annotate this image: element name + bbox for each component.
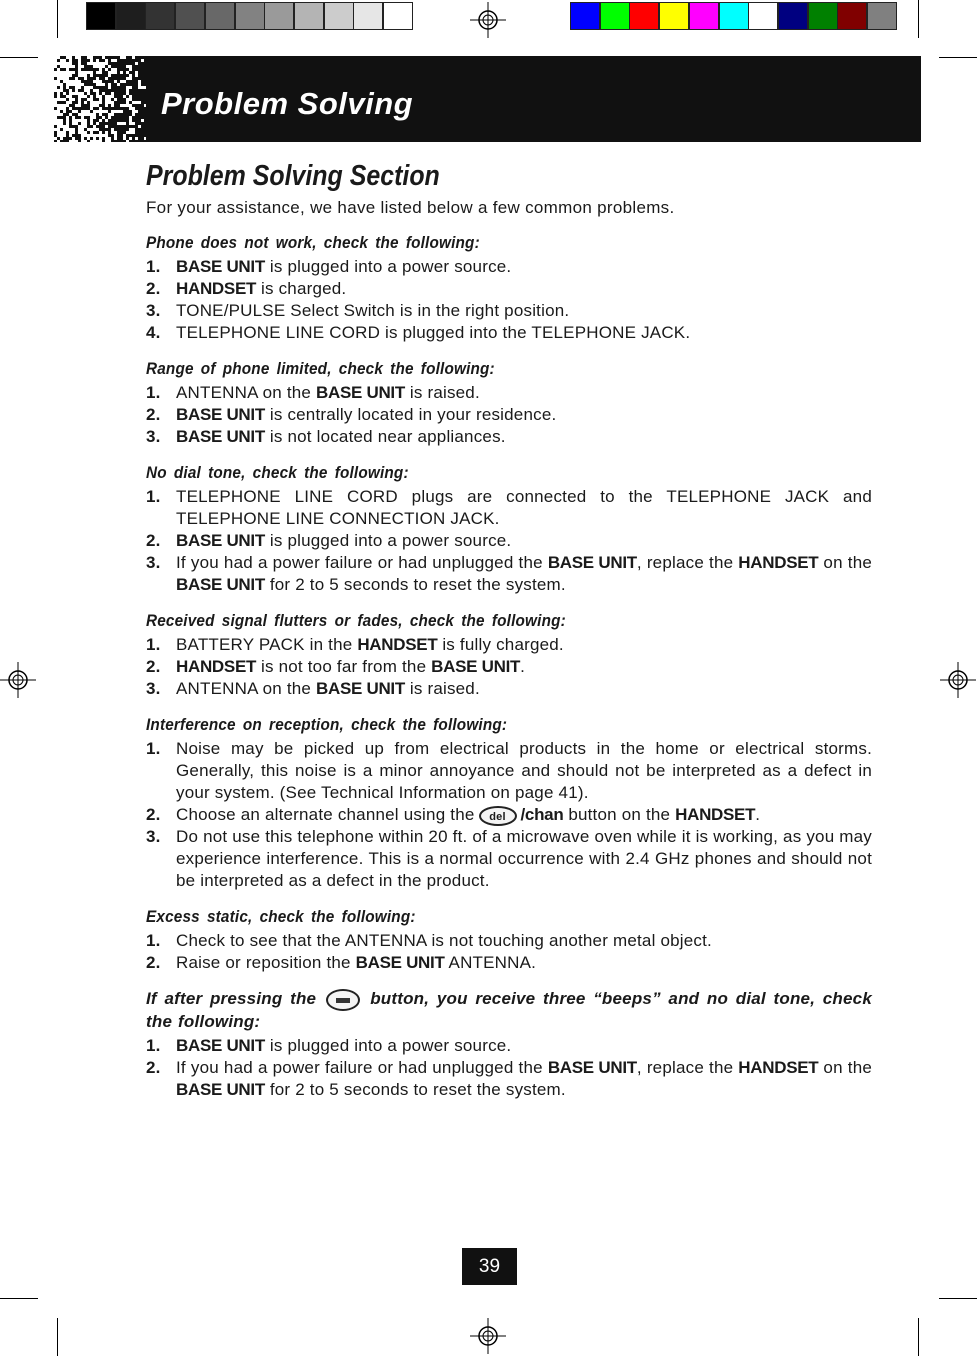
item-text: for 2 to 5 seconds to reset the system. — [264, 1079, 566, 1099]
item-number: 1. — [146, 931, 161, 950]
item-text: is raised. — [404, 383, 480, 402]
item-number: 2. — [146, 805, 161, 824]
item-number: 3. — [146, 301, 161, 320]
item-number: 2. — [146, 405, 161, 424]
problem-section-range-limited — [146, 358, 872, 448]
color-swatch — [659, 2, 689, 30]
term: BASE UNIT — [316, 679, 405, 698]
item-text: is plugged into a power source. — [264, 257, 512, 276]
crop-mark — [0, 57, 38, 58]
item-text: BATTERY PACK in the — [176, 635, 358, 654]
list-item — [146, 404, 872, 426]
term: BASE UNIT — [547, 553, 637, 572]
problem-list — [146, 232, 872, 1115]
item-text: button on the — [563, 805, 676, 824]
item-number: 1. — [146, 1035, 161, 1055]
list-item — [146, 1057, 872, 1101]
crop-mark — [918, 1318, 919, 1356]
item-text: is raised. — [404, 679, 480, 698]
intro-text: For your assistance, we have listed below a few common problems. — [146, 198, 675, 217]
grayscale-swatch — [145, 2, 175, 30]
item-text: is charged. — [256, 279, 347, 298]
item-number: 3. — [146, 827, 161, 846]
grayscale-swatch — [324, 2, 354, 30]
list-item — [146, 804, 872, 826]
item-text: Check to see that the ANTENNA is not touching another metal object. — [176, 931, 712, 950]
item-text: is fully charged. — [437, 635, 564, 654]
item-number: 3. — [146, 679, 161, 698]
list-item — [146, 552, 872, 596]
term: HANDSET — [357, 635, 438, 654]
item-text: is centrally located in your residence. — [264, 405, 557, 424]
grayscale-swatch — [264, 2, 294, 30]
term: BASE UNIT — [355, 953, 445, 972]
item-text: TELEPHONE LINE CORD is plugged into the TELEPHONE JACK. — [176, 323, 691, 342]
item-number: 2. — [146, 279, 161, 298]
item-text: , replace the — [636, 1057, 739, 1077]
grayscale-swatch — [116, 2, 146, 30]
list-item — [146, 930, 872, 952]
section-heading: Range of phone limited, check the following: — [146, 359, 495, 378]
term: BASE UNIT — [176, 1035, 265, 1055]
color-swatch — [600, 2, 630, 30]
list-item — [146, 1035, 872, 1057]
list-item — [146, 530, 872, 552]
item-text: ANTENNA on the — [176, 679, 317, 698]
section-heading-part: button, you receive three “beeps” and no dial tone, check the following: — [146, 989, 872, 1031]
term: BASE UNIT — [547, 1057, 637, 1077]
item-text: on the — [818, 553, 872, 572]
list-item — [146, 256, 872, 278]
section-heading: Interference on reception, check the following: — [146, 715, 508, 734]
page-number: 39 — [462, 1248, 517, 1285]
item-text: Do not use this telephone within 20 ft. of a microwave oven while it is working, as you may experience interference. This is a normal occurrence with 2.4 GHz phones and should not be interpreted as a defect in the product. — [176, 827, 872, 890]
item-text: is not too far from the — [256, 657, 432, 676]
grayscale-swatch — [235, 2, 265, 30]
list-item — [146, 738, 872, 804]
item-text: TONE/PULSE Select Switch is in the right position. — [176, 301, 570, 320]
del-key-icon: del — [479, 806, 517, 826]
list-item — [146, 634, 872, 656]
item-text: is plugged into a power source. — [264, 531, 512, 550]
item-text: . — [755, 805, 761, 824]
item-text: . — [520, 657, 526, 676]
term: BASE UNIT — [176, 427, 265, 446]
section-heading: Received signal flutters or fades, check the following: — [146, 611, 566, 630]
color-swatch — [719, 2, 749, 30]
list-item — [146, 486, 872, 530]
color-swatch — [808, 2, 838, 30]
item-number: 4. — [146, 323, 161, 342]
item-text: ANTENNA. — [444, 953, 537, 972]
item-text: ANTENNA on the — [176, 383, 317, 402]
item-number: 3. — [146, 553, 161, 572]
item-text: Noise may be picked up from electrical products in the home or electrical storms. Generally, this noise is a minor annoyance and should not be interpreted as a defect in your system. (See Technical Information on page 41). — [176, 739, 872, 802]
item-number: 1. — [146, 257, 161, 276]
registration-mark-icon — [468, 1318, 508, 1354]
item-number: 1. — [146, 739, 161, 758]
section-heading-part: If after pressing the — [146, 989, 317, 1008]
item-number: 2. — [146, 657, 161, 676]
list-item — [146, 322, 872, 344]
page-title: Problem Solving — [161, 86, 414, 121]
color-swatch — [570, 2, 600, 30]
list-item — [146, 278, 872, 300]
problem-section-signal-flutters — [146, 610, 872, 700]
term: BASE UNIT — [176, 531, 265, 550]
registration-mark-icon — [468, 2, 508, 38]
term: /chan — [520, 805, 564, 824]
list-item — [146, 300, 872, 322]
list-item — [146, 382, 872, 404]
list-item — [146, 678, 872, 700]
item-text: for 2 to 5 seconds to reset the system. — [264, 575, 566, 594]
section-title: Problem Solving Section — [146, 160, 440, 192]
term: BASE UNIT — [176, 575, 265, 594]
list-item — [146, 952, 872, 974]
color-swatch — [689, 2, 719, 30]
problem-section-excess-static — [146, 906, 872, 974]
item-number: 1. — [146, 383, 161, 402]
grayscale-swatch — [353, 2, 383, 30]
crop-mark — [939, 1298, 977, 1299]
item-number: 2. — [146, 953, 161, 972]
problem-section-three-beeps — [146, 988, 872, 1101]
list-item — [146, 826, 872, 892]
color-swatch — [629, 2, 659, 30]
color-swatch — [778, 2, 808, 30]
crop-mark — [939, 57, 977, 58]
term: HANDSET — [675, 805, 756, 824]
item-number: 1. — [146, 635, 161, 654]
term: HANDSET — [176, 279, 257, 298]
section-heading: Phone does not work, check the following: — [146, 233, 480, 252]
grayscale-swatch — [175, 2, 205, 30]
color-swatch — [748, 2, 778, 30]
item-text: , replace the — [636, 553, 739, 572]
crop-mark — [918, 0, 919, 38]
dither-pattern-icon — [54, 56, 146, 142]
item-text: is plugged into a power source. — [264, 1035, 512, 1055]
problem-section-interference — [146, 714, 872, 892]
item-text: If you had a power failure or had unplugged the — [176, 1057, 548, 1077]
term: BASE UNIT — [316, 383, 405, 402]
term: BASE UNIT — [176, 257, 265, 276]
registration-mark-icon — [940, 660, 976, 700]
section-heading: No dial tone, check the following: — [146, 463, 409, 482]
crop-mark — [0, 1298, 38, 1299]
term: BASE UNIT — [176, 1079, 265, 1099]
item-text: If you had a power failure or had unplugged the — [176, 553, 548, 572]
problem-section-no-dial-tone — [146, 462, 872, 596]
talk-key-icon — [326, 989, 360, 1011]
list-item — [146, 656, 872, 678]
item-number: 1. — [146, 487, 161, 506]
grayscale-swatch — [383, 2, 413, 30]
crop-mark — [57, 1318, 58, 1356]
grayscale-swatch — [205, 2, 235, 30]
registration-mark-icon — [0, 660, 36, 700]
term: HANDSET — [738, 1057, 819, 1077]
color-swatch — [837, 2, 867, 30]
item-text: Choose an alternate channel using the — [176, 805, 475, 824]
item-number: 3. — [146, 427, 161, 446]
item-number: 2. — [146, 531, 161, 550]
item-number: 2. — [146, 1057, 161, 1077]
crop-mark — [57, 0, 58, 38]
term: HANDSET — [738, 553, 819, 572]
item-text: TELEPHONE LINE CORD plugs are connected to the TELEPHONE JACK and TELEPHONE LINE CONNECTION JACK. — [176, 487, 872, 528]
section-heading: Excess static, check the following: — [146, 907, 416, 926]
term: HANDSET — [176, 657, 257, 676]
grayscale-swatch — [294, 2, 324, 30]
problem-section-phone-not-working — [146, 232, 872, 344]
item-text: is not located near appliances. — [264, 427, 506, 446]
grayscale-swatch — [86, 2, 116, 30]
section-heading — [146, 988, 872, 1033]
list-item — [146, 426, 872, 448]
item-text: on the — [818, 1057, 872, 1077]
term: BASE UNIT — [431, 657, 521, 676]
color-swatch — [867, 2, 897, 30]
term: BASE UNIT — [176, 405, 265, 424]
item-text: Raise or reposition the — [176, 953, 356, 972]
